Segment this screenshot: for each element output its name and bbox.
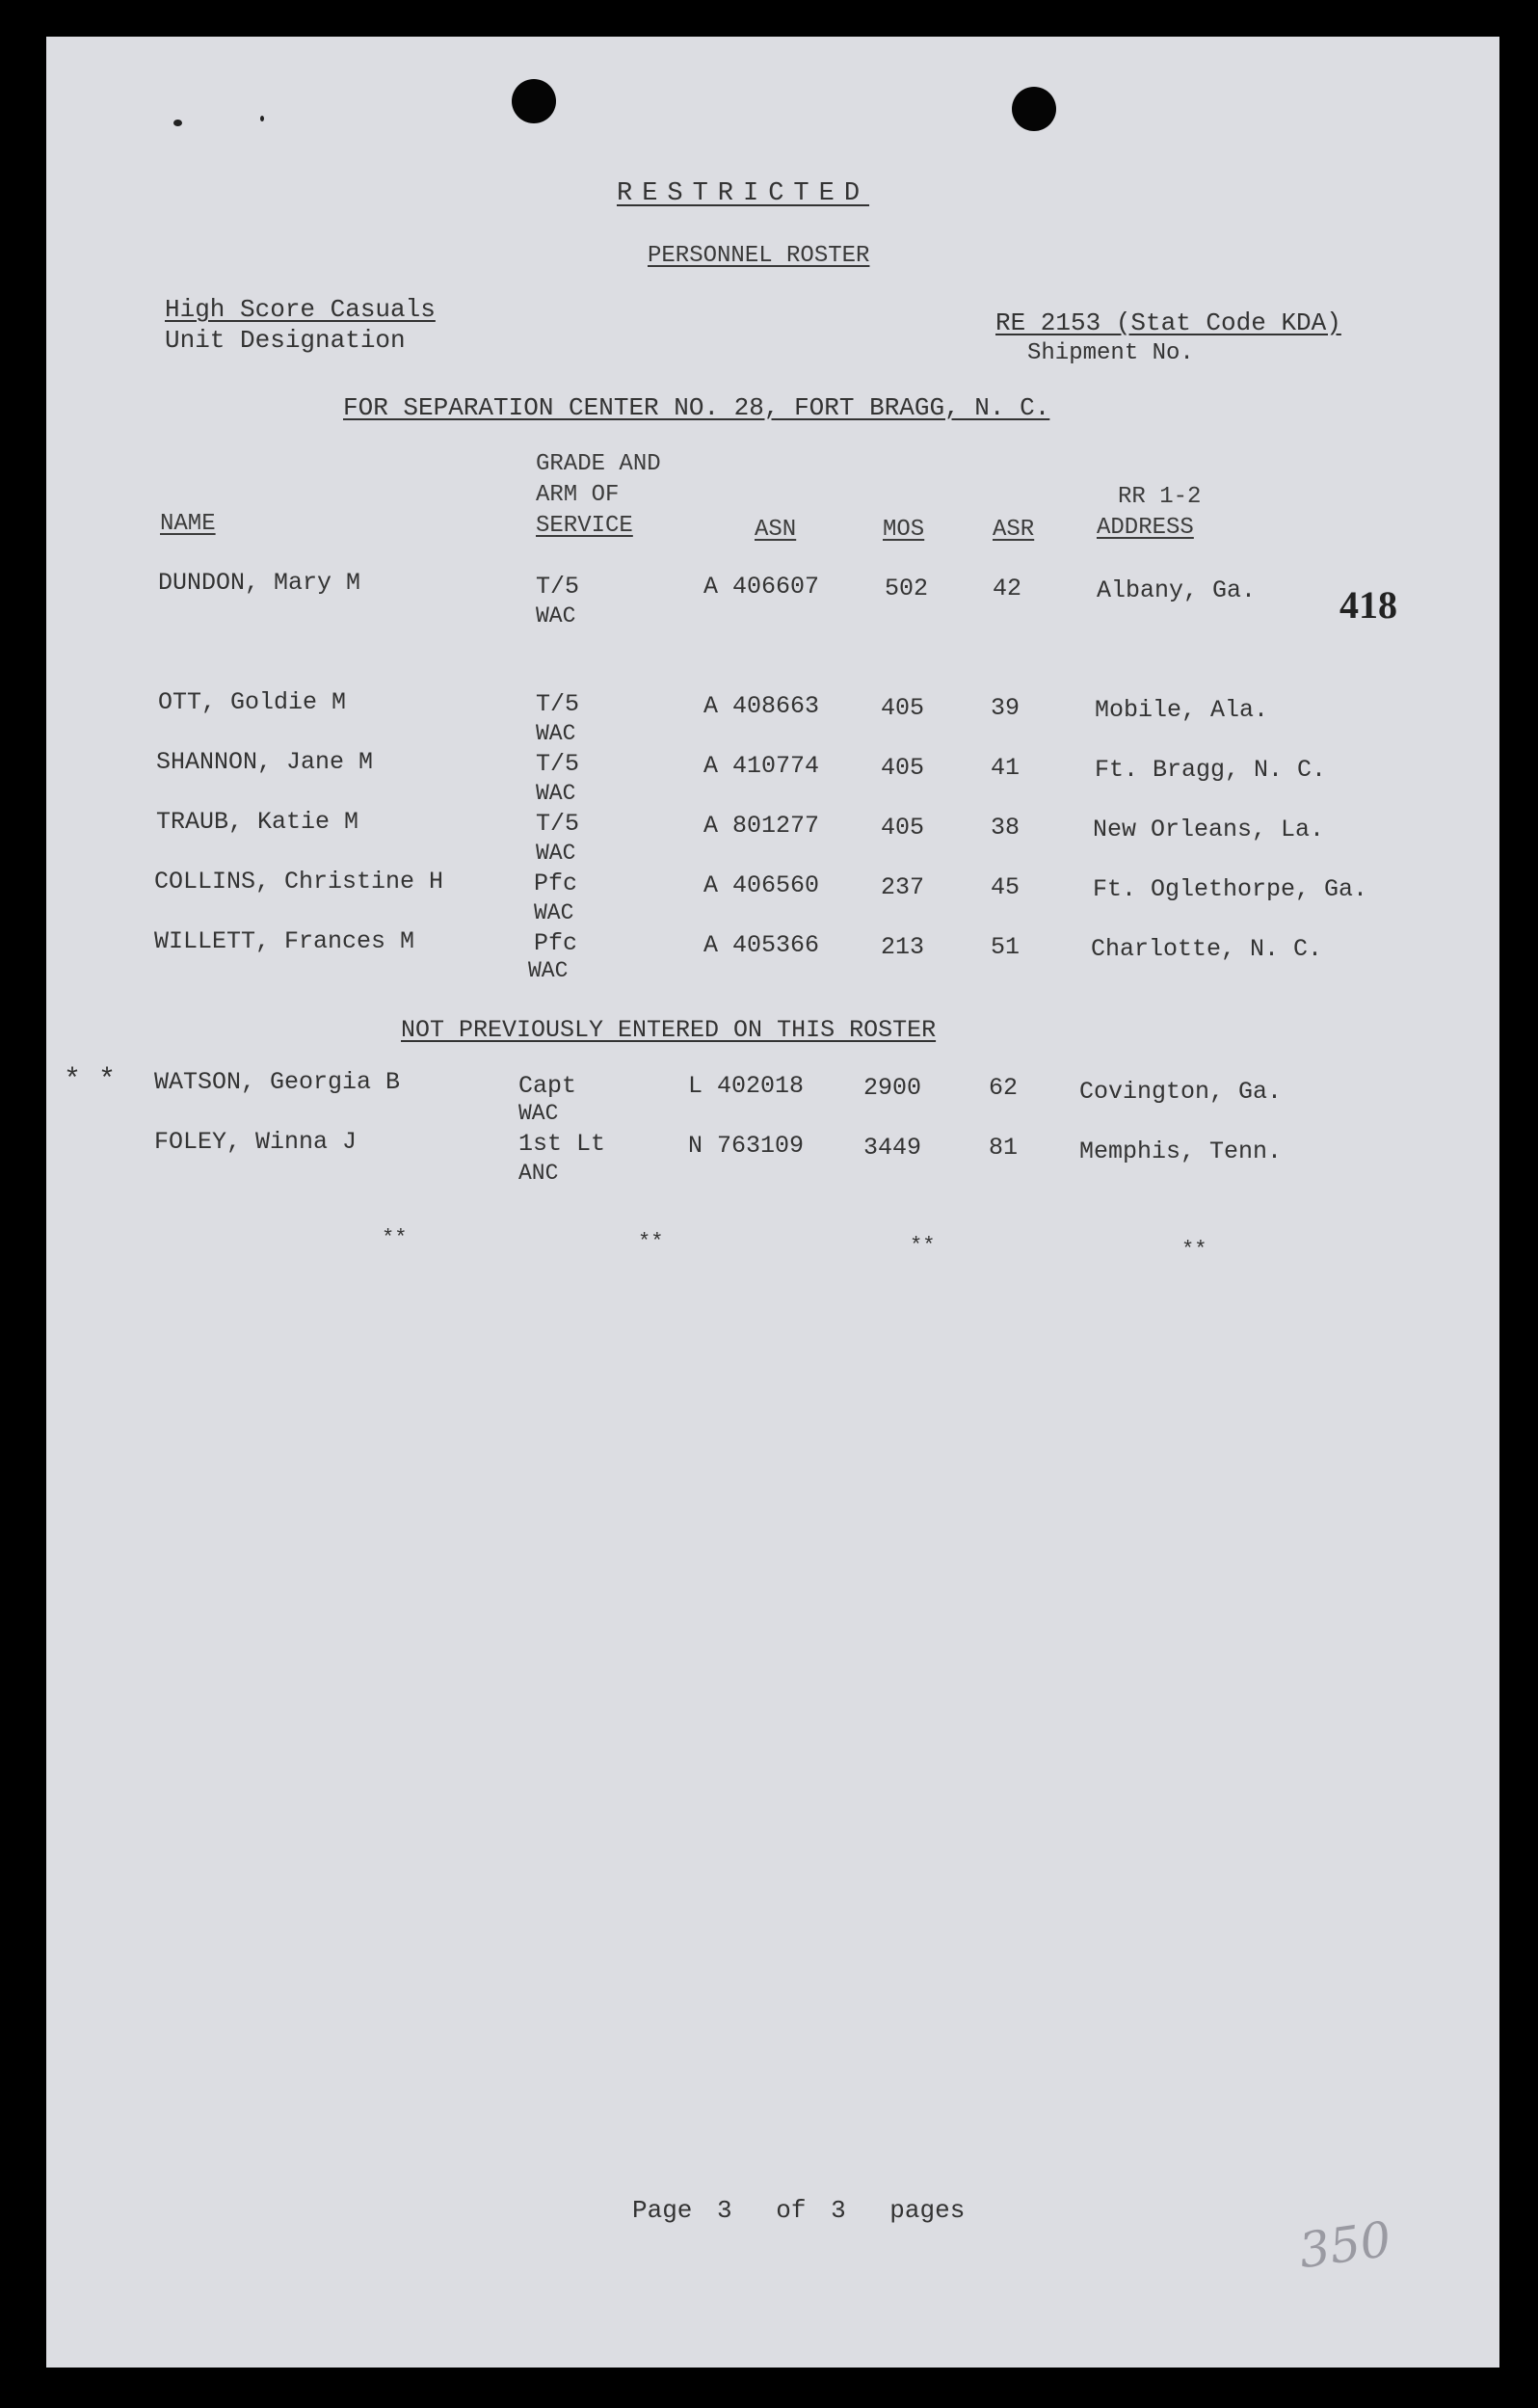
arm-cell: WAC xyxy=(518,1101,559,1126)
asterisk-mark: * * xyxy=(64,1064,117,1097)
section-heading: NOT PREVIOUSLY ENTERED ON THIS ROSTER xyxy=(401,1016,937,1044)
name-cell: SHANNON, Jane M xyxy=(156,748,374,776)
column-header-asn: ASN xyxy=(755,517,797,543)
ink-speck xyxy=(260,116,264,121)
mos-cell: 405 xyxy=(881,754,925,782)
mos-cell: 405 xyxy=(881,694,925,722)
grade-cell: T/5 xyxy=(536,750,580,778)
punch-hole-right xyxy=(1012,87,1056,131)
stamped-number: 418 xyxy=(1339,583,1397,627)
address-cell: Mobile, Ala. xyxy=(1095,696,1269,724)
pencil-annotation: 350 xyxy=(1295,2210,1395,2280)
column-header-asr: ASR xyxy=(993,517,1035,543)
document-title: PERSONNEL ROSTER xyxy=(648,243,870,269)
asn-cell: L 402018 xyxy=(688,1072,805,1100)
name-cell: WATSON, Georgia B xyxy=(154,1068,401,1096)
unit-designation-value: High Score Casuals xyxy=(165,295,436,324)
end-mark: ** xyxy=(910,1234,936,1258)
mos-cell: 2900 xyxy=(863,1074,922,1102)
asr-cell: 51 xyxy=(991,933,1021,961)
grade-cell: T/5 xyxy=(536,573,580,601)
address-cell: Ft. Oglethorpe, Ga. xyxy=(1093,875,1368,903)
mos-cell: 405 xyxy=(881,814,925,842)
column-header-grade: GRADE AND ARM OF SERVICE xyxy=(536,451,661,539)
grade-cell: Capt xyxy=(518,1072,577,1100)
punch-hole-left xyxy=(512,79,556,123)
grade-cell: T/5 xyxy=(536,690,580,718)
page-footer: Page 3 of 3 pages xyxy=(632,2196,966,2225)
column-header-mos: MOS xyxy=(883,517,925,543)
asn-cell: A 801277 xyxy=(703,812,820,840)
address-cell: Covington, Ga. xyxy=(1079,1078,1283,1106)
asn-cell: N 763109 xyxy=(688,1132,805,1160)
arm-cell: WAC xyxy=(528,958,569,983)
grade-cell: Pfc xyxy=(534,929,578,957)
mos-cell: 502 xyxy=(885,575,929,602)
asr-cell: 38 xyxy=(991,814,1021,842)
classification-title: RESTRICTED xyxy=(617,179,870,208)
asr-cell: 62 xyxy=(989,1074,1019,1102)
end-mark: ** xyxy=(382,1226,408,1250)
mos-cell: 3449 xyxy=(863,1134,922,1162)
address-cell: Ft. Bragg, N. C. xyxy=(1095,756,1327,784)
address-cell: Albany, Ga. xyxy=(1097,576,1257,604)
asn-cell: A 406607 xyxy=(703,573,820,601)
grade-cell: 1st Lt xyxy=(518,1130,606,1158)
grade-cell: Pfc xyxy=(534,870,578,897)
asn-cell: A 408663 xyxy=(703,692,820,720)
grade-cell: T/5 xyxy=(536,810,580,838)
name-cell: TRAUB, Katie M xyxy=(156,808,359,836)
column-header-name: NAME xyxy=(160,511,216,537)
name-cell: WILLETT, Frances M xyxy=(154,927,415,955)
end-mark: ** xyxy=(638,1230,664,1254)
destination-line: FOR SEPARATION CENTER NO. 28, FORT BRAGG, N. C. xyxy=(343,393,1050,422)
ink-speck xyxy=(173,120,182,126)
arm-cell: WAC xyxy=(536,841,576,866)
asr-cell: 42 xyxy=(993,575,1022,602)
asn-cell: A 405366 xyxy=(703,931,820,959)
mos-cell: 237 xyxy=(881,873,925,901)
asn-cell: A 406560 xyxy=(703,871,820,899)
arm-cell: WAC xyxy=(536,781,576,806)
arm-cell: WAC xyxy=(536,721,576,746)
asn-cell: A 410774 xyxy=(703,752,820,780)
arm-cell: ANC xyxy=(518,1161,559,1186)
arm-cell: WAC xyxy=(534,900,574,925)
shipment-number-value: RE 2153 (Stat Code KDA) xyxy=(995,308,1341,337)
name-cell: OTT, Goldie M xyxy=(158,688,347,716)
arm-cell: WAC xyxy=(536,603,576,629)
end-mark: ** xyxy=(1181,1238,1207,1262)
name-cell: COLLINS, Christine H xyxy=(154,868,444,896)
column-header-address: RR 1-2 ADDRESS xyxy=(1097,484,1202,541)
address-cell: Memphis, Tenn. xyxy=(1079,1137,1283,1165)
name-cell: DUNDON, Mary M xyxy=(158,569,361,597)
address-cell: New Orleans, La. xyxy=(1093,816,1325,843)
shipment-number-label: Shipment No. xyxy=(1027,340,1194,366)
asr-cell: 39 xyxy=(991,694,1021,722)
unit-designation-label: Unit Designation xyxy=(165,326,406,355)
asr-cell: 45 xyxy=(991,873,1021,901)
asr-cell: 41 xyxy=(991,754,1021,782)
name-cell: FOLEY, Winna J xyxy=(154,1128,358,1156)
mos-cell: 213 xyxy=(881,933,925,961)
address-cell: Charlotte, N. C. xyxy=(1091,935,1323,963)
document-page xyxy=(46,37,1499,2368)
asr-cell: 81 xyxy=(989,1134,1019,1162)
